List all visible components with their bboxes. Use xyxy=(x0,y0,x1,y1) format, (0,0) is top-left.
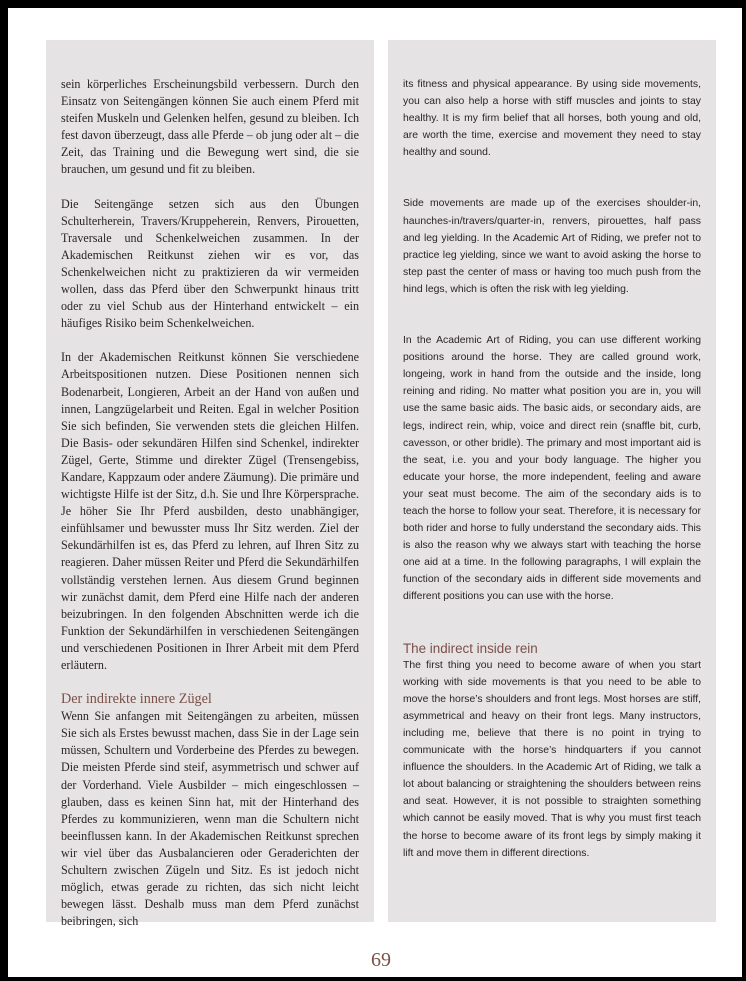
german-paragraph-2: Die Seitengänge setzen sich aus den Übungen Schulterherein, Travers/Kruppeherein, Renvers, Pirouetten, Traversale und Schenkelweichen zusammen. In der Akademischen Reitkunst ziehen wir es vor, das Schenkelweichen nicht zu praktizieren da wir vermeiden wollen, dass das Pferd über den Schwerpunkt hinaus tritt oder zu viel Schub aus der Hinterhand entwickelt – ein häufiges Risiko beim Schenkelweichen. xyxy=(61,196,359,331)
english-paragraph-4: The first thing you need to become aware of when you start working with side movements is that you need to be able to move the horse’s shoulders and front legs. Most horses are stiff, asymmetrical and heavy on their front legs. Many instructors, including me, believe that there is no point in trying to communicate with the horse’s hindquarters if you cannot influence the shoulders. In the Academic Art of Riding, we talk a lot about balancing or straightening the shoulders between reins and seat. However, it is not possible to straighten something which cannot be easily moved. That is why you must first teach the horse to become aware of its front legs by simply making it lift and move them in different directions. xyxy=(403,659,701,859)
german-section-heading: Der indirekte innere Zügel xyxy=(61,691,212,708)
german-paragraph-1: sein körperliches Erscheinungsbild verbessern. Durch den Einsatz von Seitengängen können Sie auch einem Pferd mit steifen Muskeln und Gelenken helfen, gesund zu bleiben. Ich fest davon überzeugt, dass alle Pferde – ob jung oder alt – die Zeit, das Training und die Bewegung wert sind, die sie brauchen, um gesund und fit zu bleiben. xyxy=(61,77,359,177)
english-paragraph-3: In the Academic Art of Riding, you can use different working positions around the horse. They are called ground work, longeing, work in hand from the outside and the inside, long reining and riding. No matter what position you are in, you will use the same basic aids. The basic aids, or secondary aids, are legs, indirect rein, whip, voice and direct rein (snaffle bit, curb, cavesson, or other bridle). The primary and most important aid is the seat, i.e. you and your body language. The higher you educate your horse, the more independent, feeling and aware your seat must become. The aim of the secondary aids is to teach the horse to follow your seat. Therefore, it is necessary for both rider and horse to fully understand the secondary aids. This is also the reason why we always start with teaching the horse one aid at a time. In the following paragraphs, I will explain the function of the secondary aids in different side movements and different positions you can use with the horse. xyxy=(403,335,701,603)
english-paragraph-1: its fitness and physical appearance. By using side movements, you can also help a horse with stiff muscles and joints to stay healthy. It is my firm belief that all horses, both young and old, are worth the time, exercise and movement they need to stay healthy and sound. xyxy=(403,79,701,159)
english-section-heading: The indirect inside rein xyxy=(403,640,538,656)
page-number: 69 xyxy=(371,949,391,971)
german-paragraph-4: Wenn Sie anfangen mit Seitengängen zu arbeiten, müssen Sie sich als Erstes bewusst machen, dass Sie in der Lage sein müssen, Schultern und Vorderbeine des Pferdes zu bewegen. Die meisten Pferde sind steif, asymmetrisch und schwer auf der Vorderhand. Viele Ausbilder – mich eingeschlossen – glauben, dass es keinen Sinn hat, mit der Hinterhand des Pferdes zu kommunizieren, wenn man die Schultern nicht beeinflussen kann. In der Akademischen Reitkunst sprechen wir viel über das Ausbalancieren oder Geraderichten der Schultern zwischen Zügeln und Sitz. Es ist jedoch nicht möglich, etwas gerade zu richten, das sich nicht leicht bewegen lässt. Deshalb muss man dem Pferd zunächst beibringen, sich xyxy=(61,709,359,929)
german-paragraph-3: In der Akademischen Reitkunst können Sie verschiedene Arbeitspositionen nutzen. Diese Positionen nennen sich Bodenarbeit, Longieren, Arbeit an der Hand von außen und innen, Langzügelarbeit und Reiten. Egal in welcher Position Sie sich befinden, Sie verwenden stets die gleichen Hilfen. Die Basis- oder sekundären Hilfen sind Schenkel, indirekter Zügel, Gerte, Stimme und direkter Zügel (Trensengebiss, Kandare, Kappzaum oder andere Zäumung). Die primäre und wichtigste Hilfe ist der Sitz, d.h. Sie und Ihre Körpersprache. Je höher Sie Ihr Pferd ausbilden, desto unabhängiger, einfühlsamer und bewusster muss Ihr Sitz werden. Ziel der Sekundärhilfen ist es, das Pferd zu lehren, auf Ihren Sitz zu reagieren. Daher müssen Reiter und Pferd die Sekundärhilfen vollständig verstehen lernen. Aus diesem Grund beginnen wir zunächst damit, dem Pferd eine Hilfe nach der anderen beizubringen. In den folgenden Abschnitten werde ich die Funktion der Sekundärhilfen in verschiedenen Seitengängen und verschiedenen Positionen in Ihrer Arbeit mit dem Pferd erläutern. xyxy=(61,350,359,672)
english-column xyxy=(388,40,716,922)
german-column xyxy=(46,40,374,929)
english-paragraph-2: Side movements are made up of the exercises shoulder-in, haunches-in/travers/quarter-in, renvers, pirouettes, half pass and leg yielding. In the Academic Art of Riding, we prefer not to practice leg yielding, since we want to avoid asking the horse to step past the center of mass or having too much push from the hind legs, which is often the risk with leg yielding. xyxy=(403,198,701,295)
